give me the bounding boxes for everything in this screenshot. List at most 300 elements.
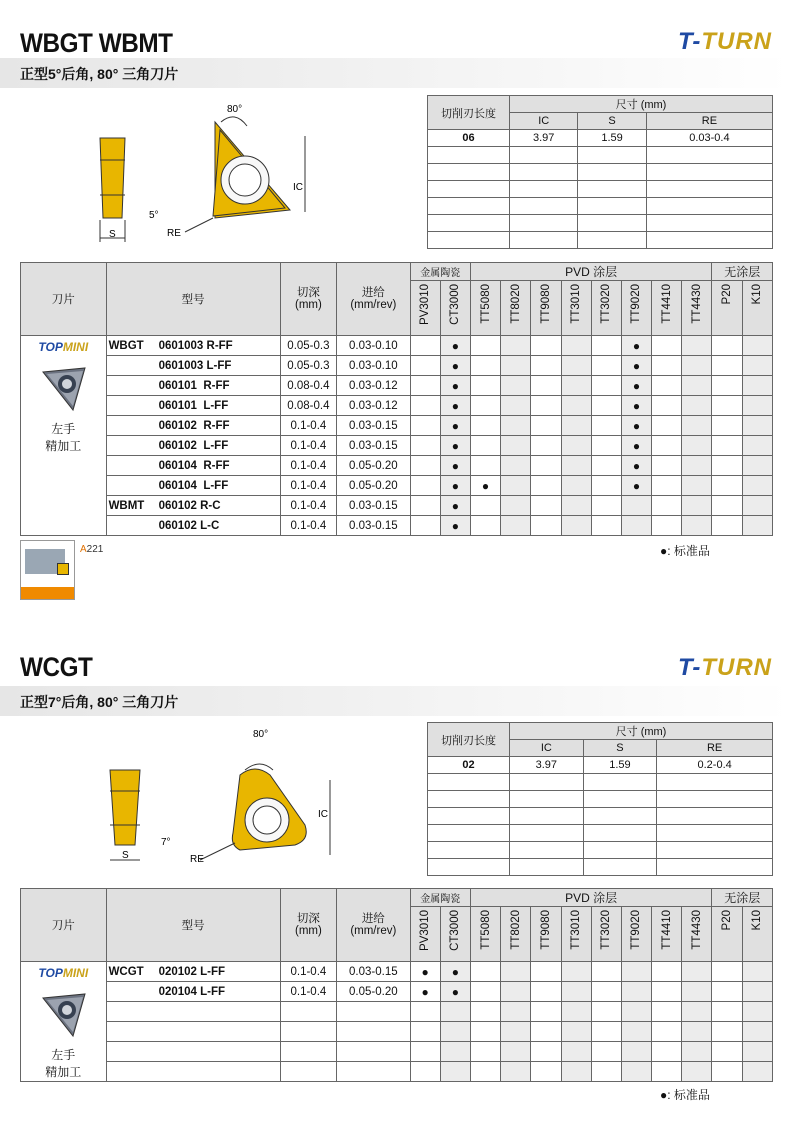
header-depth	[280, 263, 336, 336]
grade-cell	[712, 1042, 742, 1062]
side-view	[110, 770, 140, 860]
topmini-logo	[21, 340, 106, 354]
model-code: 060104 L-FF	[158, 479, 229, 492]
grade-label: TT4430	[690, 284, 703, 324]
standard-dot: ●	[421, 964, 429, 979]
standard-dot: ●	[451, 438, 459, 453]
page-title: WBGT WBMT	[20, 28, 173, 58]
grade-cell	[410, 1002, 440, 1022]
model-code: 020102 L-FF	[158, 965, 226, 978]
standard-dot: ●	[632, 478, 641, 493]
standard-dot: ●	[451, 338, 459, 353]
grade-cell	[470, 962, 500, 982]
s-label: S	[122, 850, 129, 861]
ic-value: 3.97	[510, 757, 584, 774]
grade-cell	[501, 1002, 531, 1022]
grade-label: TT3010	[570, 910, 583, 950]
table-row	[21, 436, 773, 456]
grade-cell	[410, 982, 440, 1002]
grade-cell	[561, 396, 591, 416]
grade-label: CT3000	[449, 284, 462, 325]
grade-cell	[501, 436, 531, 456]
grade-cell	[682, 476, 712, 496]
depth-cell: 0.1-0.4	[280, 516, 336, 536]
grade-cell	[591, 436, 621, 456]
grade-cell	[591, 396, 621, 416]
grade-tt9080	[531, 281, 561, 336]
grade-label: TT3020	[600, 910, 613, 950]
grade-cell	[682, 1062, 712, 1082]
grade-cell	[712, 962, 742, 982]
depth-cell: 0.1-0.4	[280, 436, 336, 456]
edge-length-value: 06	[428, 130, 510, 147]
grade-label: P20	[721, 284, 734, 305]
grade-tt5080	[470, 907, 500, 962]
grade-cell	[410, 1062, 440, 1082]
grade-cell	[682, 496, 712, 516]
section-wcgt	[0, 630, 790, 1143]
standard-dot: ●	[632, 398, 641, 413]
model-cell	[106, 1022, 280, 1042]
standard-dot: ●	[632, 378, 641, 393]
model-cell	[106, 962, 280, 982]
grade-cell	[712, 436, 742, 456]
grade-cell	[410, 336, 440, 356]
dimension-table-2	[427, 722, 773, 876]
s-label: S	[109, 229, 116, 240]
depth-cell: 0.08-0.4	[280, 396, 336, 416]
grade-cell	[682, 456, 712, 476]
feed-cell	[337, 1022, 410, 1042]
depth-cell: 0.1-0.4	[280, 476, 336, 496]
grade-cell	[591, 416, 621, 436]
empty-row	[428, 181, 773, 198]
ic-label: IC	[293, 182, 303, 193]
feed-cell: 0.03-0.10	[337, 336, 410, 356]
header-uncoated: 无涂层	[712, 889, 773, 907]
grade-tt8020	[501, 281, 531, 336]
insert-cell	[21, 962, 107, 1082]
grade-cell	[742, 376, 772, 396]
empty-row	[428, 164, 773, 181]
grade-cell	[682, 982, 712, 1002]
feed-cell: 0.05-0.20	[337, 476, 410, 496]
grade-cell	[621, 436, 651, 456]
re-label: RE	[167, 228, 181, 239]
grade-cell	[682, 1042, 712, 1062]
grade-label: TT5080	[479, 910, 492, 950]
grade-tt5080	[470, 281, 500, 336]
grade-cell	[470, 496, 500, 516]
empty-row	[428, 825, 773, 842]
grade-cell	[682, 1022, 712, 1042]
grade-cell	[712, 1002, 742, 1022]
grade-k10	[742, 907, 772, 962]
standard-dot: ●	[451, 518, 459, 533]
brand-turn: TURN	[701, 28, 772, 55]
header-depth-label: 切深	[296, 287, 320, 299]
grade-cell	[652, 496, 682, 516]
grade-cell	[410, 376, 440, 396]
standard-dot: ●	[451, 478, 459, 493]
brand-logo	[678, 28, 772, 56]
model-code: 020104 L-FF	[158, 985, 226, 998]
grade-cell	[501, 962, 531, 982]
table-row	[21, 476, 773, 496]
grade-cell	[501, 476, 531, 496]
grade-cell	[591, 496, 621, 516]
model-cell	[106, 336, 280, 356]
model-cell	[106, 1042, 280, 1062]
standard-dot: ●	[451, 398, 459, 413]
grade-label: TT9020	[630, 284, 643, 324]
grade-cell	[470, 982, 500, 1002]
grade-cell	[591, 476, 621, 496]
edge-length-value: 02	[428, 757, 510, 774]
header-edge-length: 切削刃长度	[428, 96, 510, 130]
model-cell	[106, 1002, 280, 1022]
insert-diagram	[95, 100, 335, 250]
header-pvd: PVD 涂层	[470, 889, 712, 907]
grade-cell	[742, 1022, 772, 1042]
grade-cell	[742, 456, 772, 476]
empty-row	[428, 215, 773, 232]
empty-row	[428, 842, 773, 859]
grade-cell	[742, 336, 772, 356]
depth-cell: 0.1-0.4	[280, 456, 336, 476]
grade-cell	[561, 376, 591, 396]
header-model: 型号	[106, 263, 280, 336]
grade-cell	[682, 356, 712, 376]
model-code: 060101 R-FF	[158, 379, 230, 392]
header-ic: IC	[510, 113, 578, 130]
top-view	[200, 764, 330, 860]
grade-cell	[410, 962, 440, 982]
feed-cell: 0.03-0.15	[337, 416, 410, 436]
grade-cell	[501, 1062, 531, 1082]
grade-ct3000	[440, 907, 470, 962]
table-row	[21, 356, 773, 376]
grade-tt3020	[591, 281, 621, 336]
grade-cell	[682, 416, 712, 436]
grade-cell	[652, 336, 682, 356]
feed-cell: 0.03-0.12	[337, 376, 410, 396]
re-value: 0.2-0.4	[657, 757, 773, 774]
grade-cell	[440, 1002, 470, 1022]
hand-label: 左手	[51, 1048, 76, 1062]
grade-cell	[621, 496, 651, 516]
insert-photo	[33, 986, 93, 1042]
grade-cell	[440, 396, 470, 416]
grade-cell	[652, 962, 682, 982]
grade-cell	[652, 396, 682, 416]
model-code: 060104 R-FF	[158, 459, 230, 472]
grade-cell	[561, 456, 591, 476]
grade-cell	[712, 336, 742, 356]
grade-tt4430	[682, 281, 712, 336]
grade-cell	[652, 1062, 682, 1082]
grade-pv3010	[410, 907, 440, 962]
grade-cell	[531, 356, 561, 376]
grade-cell	[621, 376, 651, 396]
dimension-table	[427, 95, 773, 249]
header-feed-unit: (mm/rev)	[350, 299, 397, 311]
finish-label: 精加工	[45, 439, 82, 453]
grade-label: TT8020	[509, 284, 522, 324]
empty-row	[428, 198, 773, 215]
table-row	[21, 1022, 773, 1042]
grade-cell	[470, 356, 500, 376]
grade-cell	[591, 1022, 621, 1042]
grade-cell	[712, 496, 742, 516]
grade-cell	[591, 356, 621, 376]
feed-cell	[337, 1062, 410, 1082]
grade-cell	[531, 516, 561, 536]
grade-cell	[531, 496, 561, 516]
grade-cell	[561, 436, 591, 456]
grade-label: TT8020	[509, 910, 522, 950]
grade-cell	[501, 376, 531, 396]
s-value: 1.59	[583, 757, 657, 774]
grade-cell	[621, 1042, 651, 1062]
grade-cell	[652, 356, 682, 376]
grade-cell	[501, 1022, 531, 1042]
model-cell	[106, 376, 280, 396]
table-row	[21, 336, 773, 356]
grade-label: P20	[721, 910, 734, 931]
grade-label: TT4410	[660, 284, 673, 324]
grade-cell	[652, 456, 682, 476]
grade-cell	[501, 456, 531, 476]
grade-label: TT4430	[690, 910, 703, 950]
empty-row	[428, 232, 773, 249]
grade-cell	[501, 356, 531, 376]
header-re: RE	[646, 113, 772, 130]
hand-label: 左手	[51, 422, 76, 436]
model-cell	[106, 496, 280, 516]
model-code: 060102 R-C	[158, 499, 221, 512]
grade-cell	[712, 396, 742, 416]
table-row	[21, 496, 773, 516]
grade-pv3010	[410, 281, 440, 336]
header-re: RE	[657, 740, 773, 757]
grade-cell	[652, 436, 682, 456]
feed-cell: 0.05-0.20	[337, 982, 410, 1002]
page-ref-icon	[20, 540, 75, 600]
table-row	[21, 456, 773, 476]
model-prefix: WCGT	[108, 965, 144, 978]
grade-label: TT3020	[600, 284, 613, 324]
grade-cell	[531, 1022, 561, 1042]
grade-cell	[652, 416, 682, 436]
table-row	[21, 416, 773, 436]
model-code: 060102 L-FF	[158, 439, 229, 452]
grade-cell	[470, 1042, 500, 1062]
grade-p20	[712, 281, 742, 336]
brand-t: T-	[678, 28, 702, 55]
feed-cell	[337, 1042, 410, 1062]
grade-cell	[501, 516, 531, 536]
grade-cell	[440, 516, 470, 536]
grade-cell	[742, 516, 772, 536]
grade-cell	[621, 962, 651, 982]
grade-cell	[440, 1022, 470, 1042]
logo-top: TOP	[38, 340, 63, 354]
grade-cell	[712, 1062, 742, 1082]
grade-cell	[440, 1062, 470, 1082]
grade-cell	[742, 496, 772, 516]
grade-cell	[682, 436, 712, 456]
standard-dot: ●	[632, 418, 641, 433]
brand-turn: TURN	[701, 654, 772, 681]
subtitle: 正型5°后角, 80° 三角刀片	[20, 66, 179, 82]
grade-cell	[652, 1002, 682, 1022]
grade-tt8020	[501, 907, 531, 962]
grade-cell	[470, 1022, 500, 1042]
insert-diagram-2	[105, 725, 345, 875]
header-pvd: PVD 涂层	[470, 263, 712, 281]
grade-label: K10	[751, 910, 764, 931]
header-insert: 刀片	[21, 263, 107, 336]
grade-cell	[501, 396, 531, 416]
grade-cell	[591, 982, 621, 1002]
grade-cell	[742, 1062, 772, 1082]
brand-logo-2	[678, 654, 772, 682]
grade-cell	[621, 1022, 651, 1042]
grade-label: PV3010	[419, 284, 432, 325]
grade-cell	[501, 1042, 531, 1062]
table-row	[21, 1042, 773, 1062]
grade-cell	[470, 436, 500, 456]
feed-cell	[337, 1002, 410, 1022]
grade-label: TT9080	[539, 910, 552, 950]
grade-cell	[652, 1042, 682, 1062]
grade-cell	[561, 476, 591, 496]
grade-cell	[712, 476, 742, 496]
grade-cell	[712, 516, 742, 536]
grade-tt3010	[561, 281, 591, 336]
standard-dot: ●	[451, 984, 459, 999]
header-cermet: 金属陶瓷	[410, 889, 470, 907]
standard-dot: ●	[632, 358, 641, 373]
grade-cell	[410, 436, 440, 456]
grade-cell	[742, 982, 772, 1002]
grade-cell	[652, 1022, 682, 1042]
grade-cell	[561, 356, 591, 376]
grade-cell	[561, 1002, 591, 1022]
relief-label: 7°	[161, 837, 171, 848]
grade-cell	[682, 1002, 712, 1022]
grade-cell	[531, 476, 561, 496]
header-cermet: 金属陶瓷	[410, 263, 470, 281]
header-feed-unit: (mm/rev)	[350, 925, 397, 937]
standard-dot: ●	[632, 438, 641, 453]
grade-cell	[742, 396, 772, 416]
feed-cell: 0.03-0.12	[337, 396, 410, 416]
empty-row	[428, 147, 773, 164]
table-row	[21, 396, 773, 416]
table-row	[21, 1062, 773, 1082]
ic-label: IC	[318, 809, 328, 820]
grade-tt9020	[621, 907, 651, 962]
grade-label: PV3010	[419, 910, 432, 951]
grade-cell	[591, 336, 621, 356]
grade-cell	[531, 396, 561, 416]
empty-row	[428, 774, 773, 791]
model-code: 0601003 L-FF	[158, 359, 232, 372]
grade-cell	[470, 336, 500, 356]
grade-tt4410	[652, 907, 682, 962]
header-s: S	[583, 740, 657, 757]
grade-cell	[470, 476, 500, 496]
grade-cell	[712, 456, 742, 476]
feed-cell: 0.03-0.10	[337, 356, 410, 376]
grade-cell	[501, 336, 531, 356]
grade-cell	[621, 336, 651, 356]
ic-value: 3.97	[510, 130, 578, 147]
model-cell	[106, 436, 280, 456]
header-uncoated: 无涂层	[712, 263, 773, 281]
legend-standard: ●: 标准品	[660, 544, 710, 558]
grade-cell	[682, 396, 712, 416]
subtitle-2: 正型7°后角, 80° 三角刀片	[20, 694, 179, 710]
grade-cell	[561, 336, 591, 356]
grade-cell	[410, 396, 440, 416]
depth-cell: 0.1-0.4	[280, 416, 336, 436]
grade-cell	[440, 416, 470, 436]
logo-top: TOP	[38, 966, 63, 980]
grade-cell	[440, 496, 470, 516]
header-depth-unit: (mm)	[294, 925, 322, 937]
grade-tt9020	[621, 281, 651, 336]
legend-standard-2: ●: 标准品	[660, 1088, 710, 1102]
model-cell	[106, 516, 280, 536]
top-view	[185, 117, 305, 232]
grade-cell	[561, 962, 591, 982]
depth-cell: 0.05-0.3	[280, 336, 336, 356]
grade-label: CT3000	[449, 910, 462, 951]
grade-cell	[712, 376, 742, 396]
grade-label: TT4410	[660, 910, 673, 950]
model-code: 060102 R-FF	[158, 419, 230, 432]
grade-cell	[531, 436, 561, 456]
model-code: 060101 L-FF	[158, 399, 229, 412]
grade-cell	[440, 1042, 470, 1062]
grade-cell	[531, 1042, 561, 1062]
grade-cell	[470, 396, 500, 416]
feed-cell: 0.03-0.15	[337, 516, 410, 536]
grade-cell	[621, 1062, 651, 1082]
header-depth	[280, 889, 336, 962]
model-cell	[106, 1062, 280, 1082]
grade-cell	[561, 516, 591, 536]
grade-cell	[410, 356, 440, 376]
grade-cell	[591, 1062, 621, 1082]
standard-dot: ●	[451, 378, 459, 393]
grade-cell	[531, 456, 561, 476]
grade-cell	[470, 376, 500, 396]
angle-label: 80°	[227, 104, 243, 115]
grade-cell	[621, 476, 651, 496]
model-cell	[106, 476, 280, 496]
grade-cell	[470, 1062, 500, 1082]
standard-dot: ●	[481, 478, 490, 493]
feed-cell: 0.05-0.20	[337, 456, 410, 476]
angle-label: 80°	[253, 729, 269, 740]
standard-dot: ●	[451, 498, 459, 513]
grade-cell	[470, 1002, 500, 1022]
grade-cell	[561, 1042, 591, 1062]
